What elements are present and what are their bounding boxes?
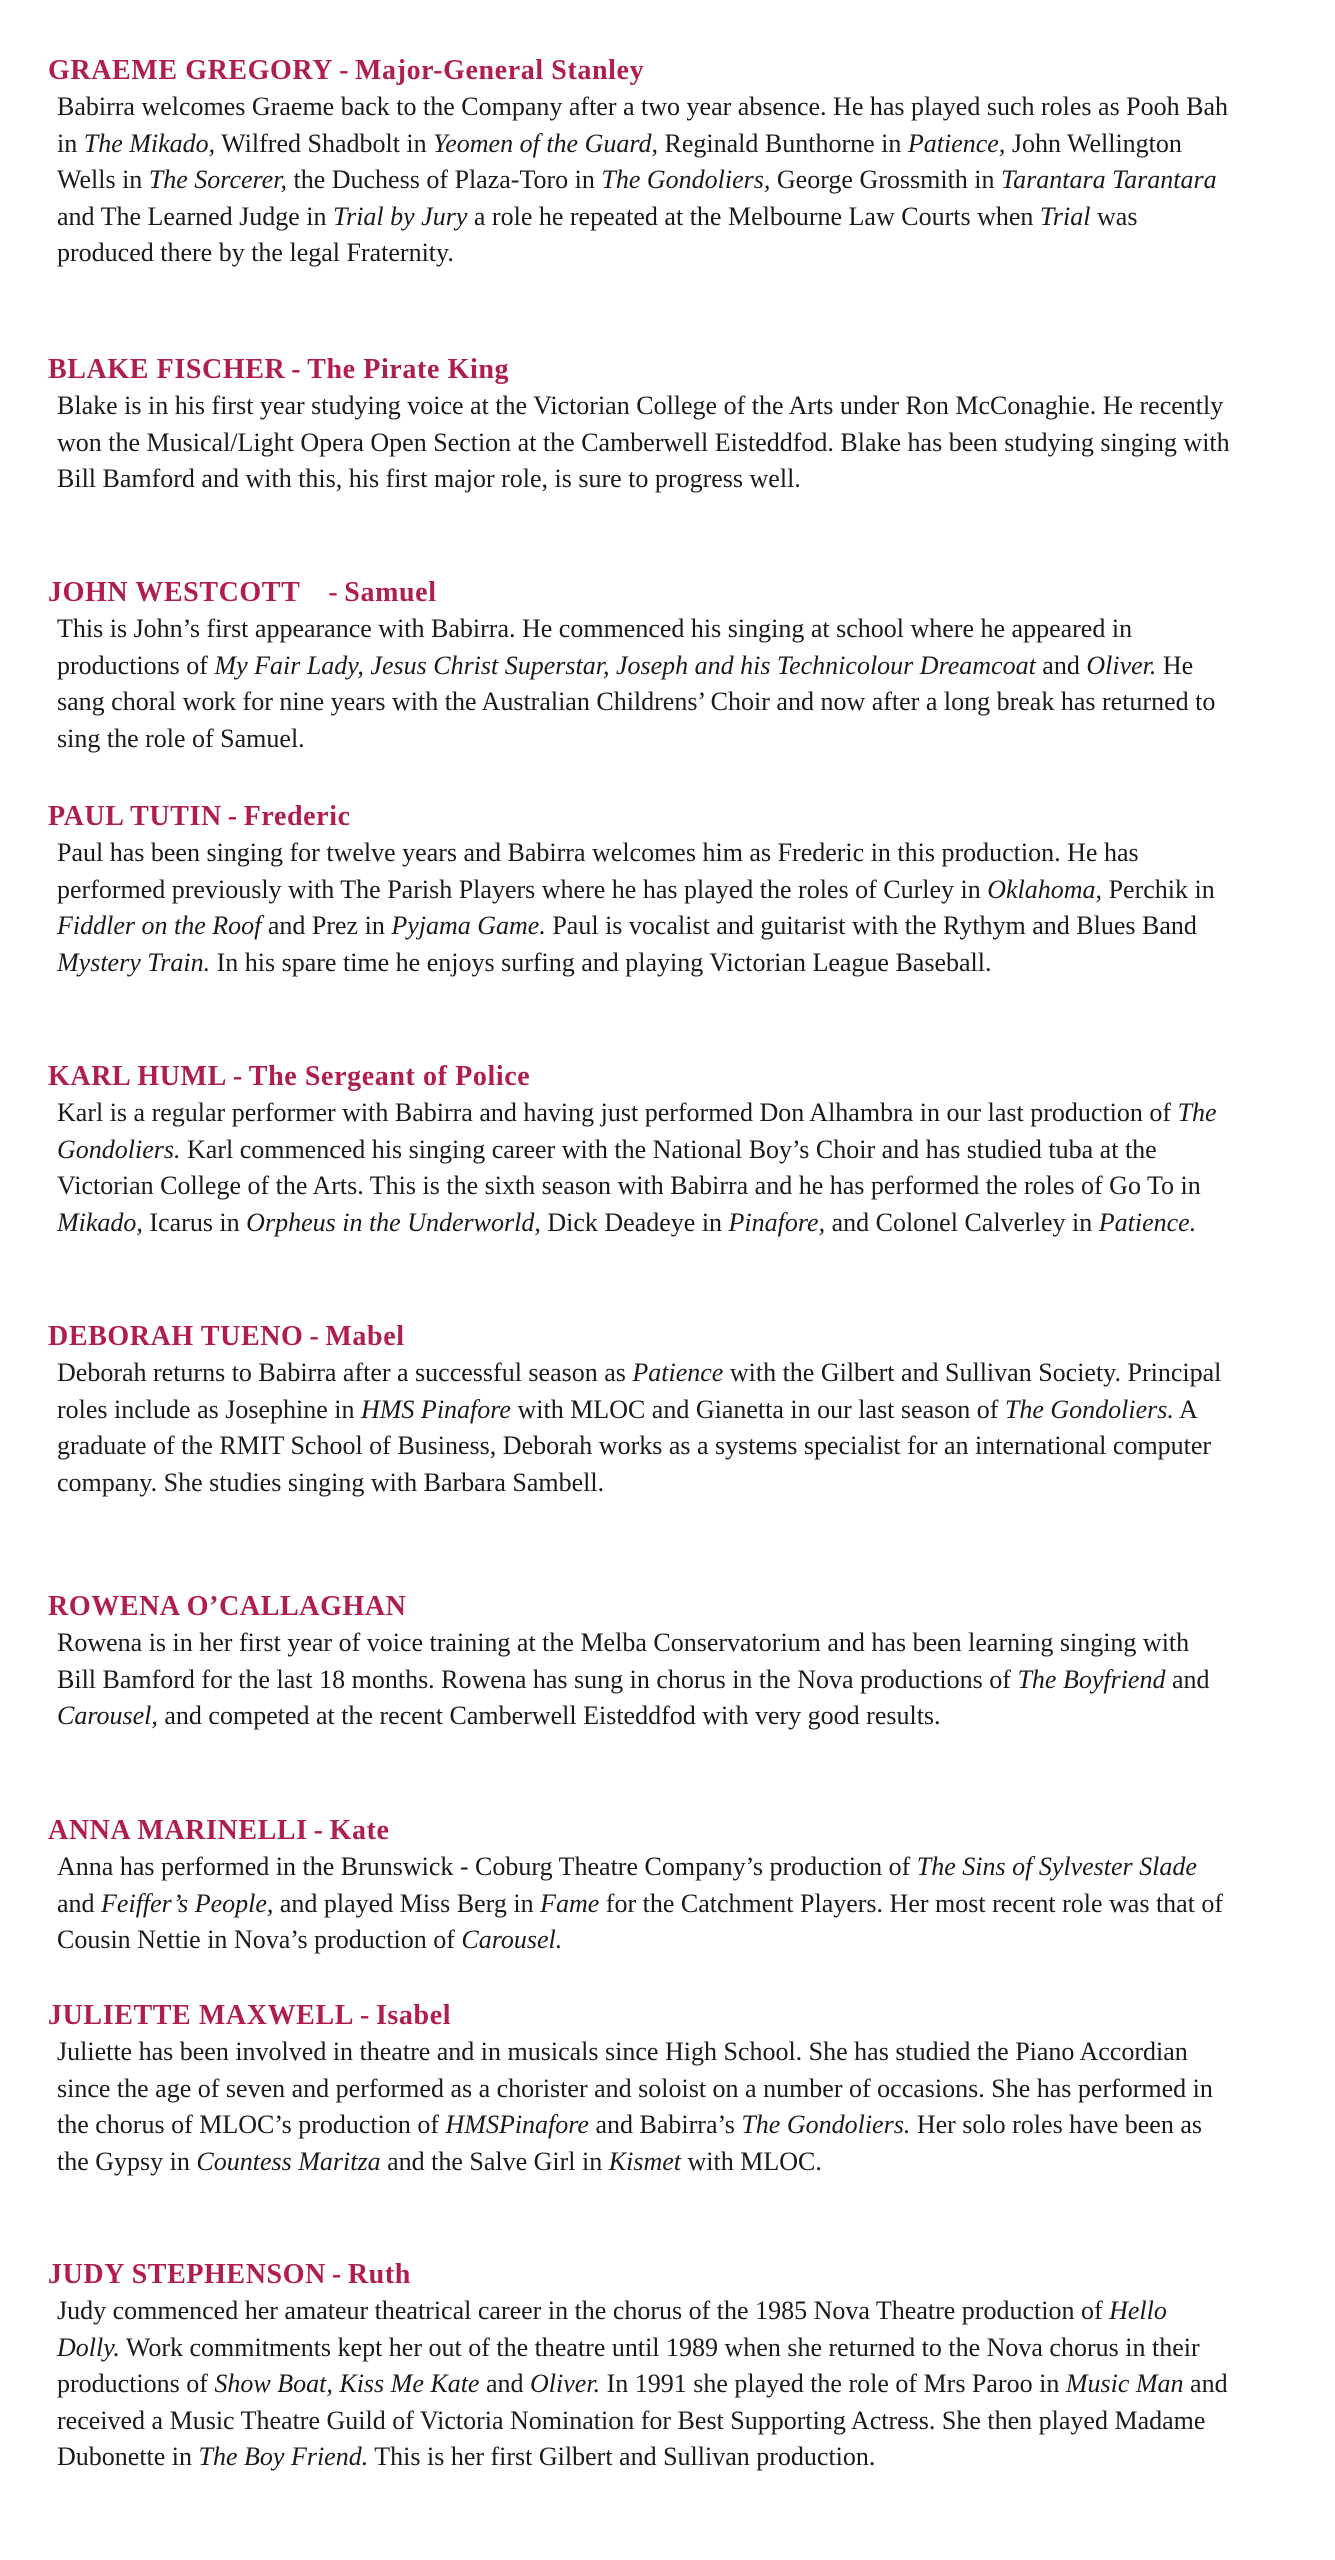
text-run: Juliette has been involved in theatre and in musicals since High School. She has studied the Piano Accordian since the age of seven and performed as a chorister and soloist on a number of occasions. She has performed in the chorus of MLOC’s production of	[57, 2037, 1213, 2139]
bio-judy-stephenson	[48, 2257, 1228, 2476]
performer-name: PAUL TUTIN	[48, 801, 222, 832]
text-run: Anna has performed in the Brunswick - Coburg Theatre Company’s production of	[57, 1852, 917, 1881]
text-run: He sang choral work for nine years with the Australian Childrens’ Choir and now after a long break has returned to sing the role of Samuel.	[57, 650, 1216, 753]
text-run: with the Gilbert and Sullivan Society. Principal roles include as Josephine in	[57, 1358, 1222, 1424]
italic-title: Pyjama Game.	[391, 911, 546, 940]
role-name: The Pirate King	[307, 354, 510, 385]
italic-title: Oklahoma,	[987, 874, 1103, 904]
bio-heading	[48, 352, 1228, 388]
italic-title: Tarantara Tarantara	[1001, 165, 1217, 194]
text-run: the Duchess of Plaza-Toro in	[286, 165, 602, 194]
text-run: Paul is vocalist and guitarist with the Rythym and Blues Band	[545, 911, 1197, 940]
text-run: with MLOC.	[681, 2146, 822, 2176]
bio-heading	[48, 1813, 1228, 1849]
text-run: Deborah returns to Babirra after a successful season as	[57, 1358, 633, 1387]
italic-title: The Boyfriend	[1017, 1664, 1166, 1694]
text-run: and Prez in	[261, 911, 392, 940]
bio-paragraph	[57, 835, 1232, 981]
italic-title: Patience.	[1098, 1207, 1197, 1237]
bio-paragraph	[57, 2293, 1232, 2476]
text-run: This is John’s first appearance with Babirra. He commenced his singing at school where he appeared in productions of	[57, 614, 1133, 680]
bio-paragraph	[57, 1625, 1232, 1735]
bio-karl-huml	[48, 1059, 1228, 1241]
italic-title: Fame	[540, 1888, 600, 1918]
text-run: George Grossmith in	[770, 165, 1002, 194]
italic-title: Feiffer’s People,	[101, 1888, 274, 1918]
bio-juliette-maxwell	[48, 1998, 1228, 2180]
text-run: and the Salve Girl in	[380, 2146, 609, 2176]
bio-paul-tutin	[48, 799, 1228, 981]
heading-separator: -	[313, 1815, 324, 1846]
italic-title: Carousel,	[57, 1701, 158, 1730]
bio-blake-fischer	[48, 352, 1228, 498]
text-run: Karl commenced his singing career with the National Boy’s Choir and has studied tuba at the Victorian College of the Arts. This is the sixth season with Babirra and he has performed the roles of Go To in	[57, 1134, 1201, 1200]
performer-name: GRAEME GREGORY	[48, 55, 334, 86]
italic-title: Mystery Train.	[57, 947, 211, 977]
performer-name: JULIETTE MAXWELL	[48, 2000, 354, 2031]
bio-heading	[48, 2257, 1228, 2293]
text-run: was produced there by the legal Fraternity.	[57, 201, 1138, 267]
text-run: Reginald Bunthorne in	[658, 128, 908, 158]
italic-title: HMSPinafore	[445, 2110, 589, 2139]
text-run: and	[1165, 1664, 1210, 1694]
text-run: a role he repeated at the Melbourne Law Courts when	[467, 201, 1040, 231]
heading-separator: -	[291, 354, 302, 385]
text-run: and received a Music Theatre Guild of Victoria Nomination for Best Supporting Actress. She then played Madame Dubonette in	[57, 2369, 1228, 2471]
bio-heading	[48, 1059, 1228, 1095]
italic-title: Pinafore,	[728, 1207, 826, 1237]
bio-graeme-gregory	[48, 53, 1228, 272]
text-run: Karl is a regular performer with Babirra and having just performed Don Alhambra in our last production of	[57, 1098, 1178, 1127]
text-run: and Colonel Calverley in	[825, 1207, 1099, 1237]
italic-title: Trial	[1039, 201, 1091, 231]
text-run: A graduate of the RMIT School of Business, Deborah works as a systems specialist for an international computer company. She studies singing with Barbara Sambell.	[57, 1394, 1212, 1497]
bio-heading	[48, 1319, 1228, 1355]
performer-name: JUDY STEPHENSON	[48, 2259, 326, 2290]
performer-name: BLAKE FISCHER	[48, 354, 286, 385]
text-run: Rowena is in her first year of voice training at the Melba Conservatorium and has been learning singing with Bill Bamford for the last 18 months. Rowena has sung in chorus in the Nova productions of	[57, 1628, 1190, 1694]
text-run: Perchik in	[1102, 874, 1215, 904]
italic-title: Show Boat, Kiss Me Kate	[214, 2369, 480, 2398]
italic-title: Mikado,	[57, 1207, 143, 1237]
role-name: Mabel	[325, 1321, 405, 1352]
performer-name: KARL HUML	[48, 1061, 227, 1092]
bio-heading	[48, 799, 1228, 835]
bio-john-westcott	[48, 575, 1228, 757]
bio-paragraph	[57, 1849, 1232, 1959]
italic-title: HMS Pinafore	[361, 1394, 511, 1424]
role-name: Frederic	[243, 801, 351, 832]
italic-title: Oliver.	[530, 2369, 601, 2398]
italic-title: Fiddler on the Roof	[57, 911, 262, 940]
performer-name: ANNA MARINELLI	[48, 1815, 308, 1846]
heading-separator: -	[328, 577, 339, 608]
italic-title: The Gondoliers.	[1004, 1394, 1174, 1424]
text-run: Wilfred Shadbolt in	[215, 128, 434, 158]
performer-name: JOHN WESTCOTT	[48, 577, 301, 608]
role-name: Samuel	[344, 577, 437, 608]
bio-paragraph	[57, 388, 1232, 498]
italic-title: Carousel.	[461, 1925, 563, 1954]
italic-title: Orpheus in the Underworld,	[246, 1207, 541, 1237]
role-name: Major-General Stanley	[355, 55, 645, 86]
bio-paragraph	[57, 2034, 1232, 2180]
italic-title: The Boy Friend.	[198, 2442, 369, 2471]
text-run: and	[1035, 650, 1087, 680]
italic-title: Hello Dolly.	[57, 2296, 1167, 2362]
text-run: Icarus in	[142, 1207, 247, 1237]
italic-title: The Gondoliers.	[741, 2110, 911, 2139]
text-run: Paul has been singing for twelve years and Babirra welcomes him as Frederic in this production. He has performed previously with The Parish Players where he has played the roles of Curley in	[57, 838, 1139, 904]
text-run: Her solo roles have been as the Gypsy in	[57, 2110, 1203, 2176]
text-run: This is her first Gilbert and Sullivan production.	[368, 2442, 876, 2471]
text-run: Babirra welcomes Graeme back to the Company after a two year absence. He has played such roles as Pooh Bah in	[57, 92, 1229, 158]
performer-name: ROWENA O’CALLAGHAN	[48, 1591, 407, 1622]
italic-title: Yeomen of the Guard,	[433, 128, 659, 158]
text-run: Judy commenced her amateur theatrical career in the chorus of the 1985 Nova Theatre production of	[57, 2296, 1110, 2325]
bio-heading	[48, 53, 1228, 89]
italic-title: The Sorcerer,	[148, 165, 287, 194]
text-run: John Wellington Wells in	[57, 128, 1182, 194]
heading-separator: -	[339, 55, 350, 86]
italic-title: Patience,	[907, 128, 1006, 158]
bio-paragraph	[57, 89, 1232, 272]
bio-heading	[48, 1998, 1228, 2034]
italic-title: The Gondoliers,	[601, 165, 771, 194]
bio-anna-marinelli	[48, 1813, 1228, 1959]
italic-title: Music Man	[1065, 2369, 1184, 2398]
bio-deborah-tueno	[48, 1319, 1228, 1501]
italic-title: Patience	[632, 1358, 724, 1387]
italic-title: The Sins of Sylvester Slade	[916, 1852, 1197, 1881]
italic-title: Oliver.	[1086, 650, 1157, 680]
text-run: and The Learned Judge in	[57, 201, 334, 231]
text-run: Work commitments kept her out of the theatre until 1989 when she returned to the Nova chorus in their productions of	[57, 2332, 1200, 2398]
text-run: and	[479, 2369, 531, 2398]
heading-separator: -	[232, 1061, 243, 1092]
text-run: with MLOC and Gianetta in our last season of	[510, 1394, 1005, 1424]
text-run: In his spare time he enjoys surfing and playing Victorian League Baseball.	[210, 947, 992, 977]
bio-paragraph	[57, 611, 1232, 757]
italic-title: Countess Maritza	[196, 2146, 381, 2176]
italic-title: My Fair Lady, Jesus Christ Superstar, Joseph and his Technicolour Dreamcoat	[214, 650, 1036, 680]
heading-separator: -	[331, 2259, 342, 2290]
text-run: In 1991 she played the role of Mrs Paroo in	[600, 2369, 1066, 2398]
text-run: Blake is in his first year studying voice at the Victorian College of the Arts under Ron McConaghie. He recently won the Musical/Light Opera Open Section at the Camberwell Eisteddfod. Blake has been studying singing with Bill Bamford and with this, his first major role, is sure to progress well.	[57, 391, 1230, 493]
bio-paragraph	[57, 1355, 1232, 1501]
bio-paragraph	[57, 1095, 1232, 1241]
text-run: Dick Deadeye in	[540, 1207, 729, 1237]
role-name: The Sergeant of Police	[248, 1061, 531, 1092]
text-run: and	[57, 1888, 102, 1918]
role-name: Kate	[329, 1815, 390, 1846]
italic-title: Trial by Jury	[333, 201, 468, 231]
bio-heading	[48, 575, 1228, 611]
italic-title: The Gondoliers.	[57, 1098, 1217, 1164]
text-run: and played Miss Berg in	[273, 1888, 541, 1918]
role-name: Ruth	[347, 2259, 411, 2290]
italic-title: The Mikado,	[83, 128, 216, 158]
role-name: Isabel	[375, 2000, 452, 2031]
text-run: and competed at the recent Camberwell Eisteddfod with very good results.	[157, 1701, 941, 1730]
text-run: for the Catchment Players. Her most recent role was that of Cousin Nettie in Nova’s production of	[57, 1888, 1224, 1954]
text-run: and Babirra’s	[588, 2110, 742, 2139]
bio-heading	[48, 1589, 1228, 1625]
heading-separator: -	[309, 1321, 320, 1352]
heading-separator: -	[227, 801, 238, 832]
bio-rowena-ocallaghan	[48, 1589, 1228, 1735]
performer-name: DEBORAH TUENO	[48, 1321, 304, 1352]
heading-separator: -	[360, 2000, 370, 2031]
italic-title: Kismet	[608, 2146, 681, 2176]
